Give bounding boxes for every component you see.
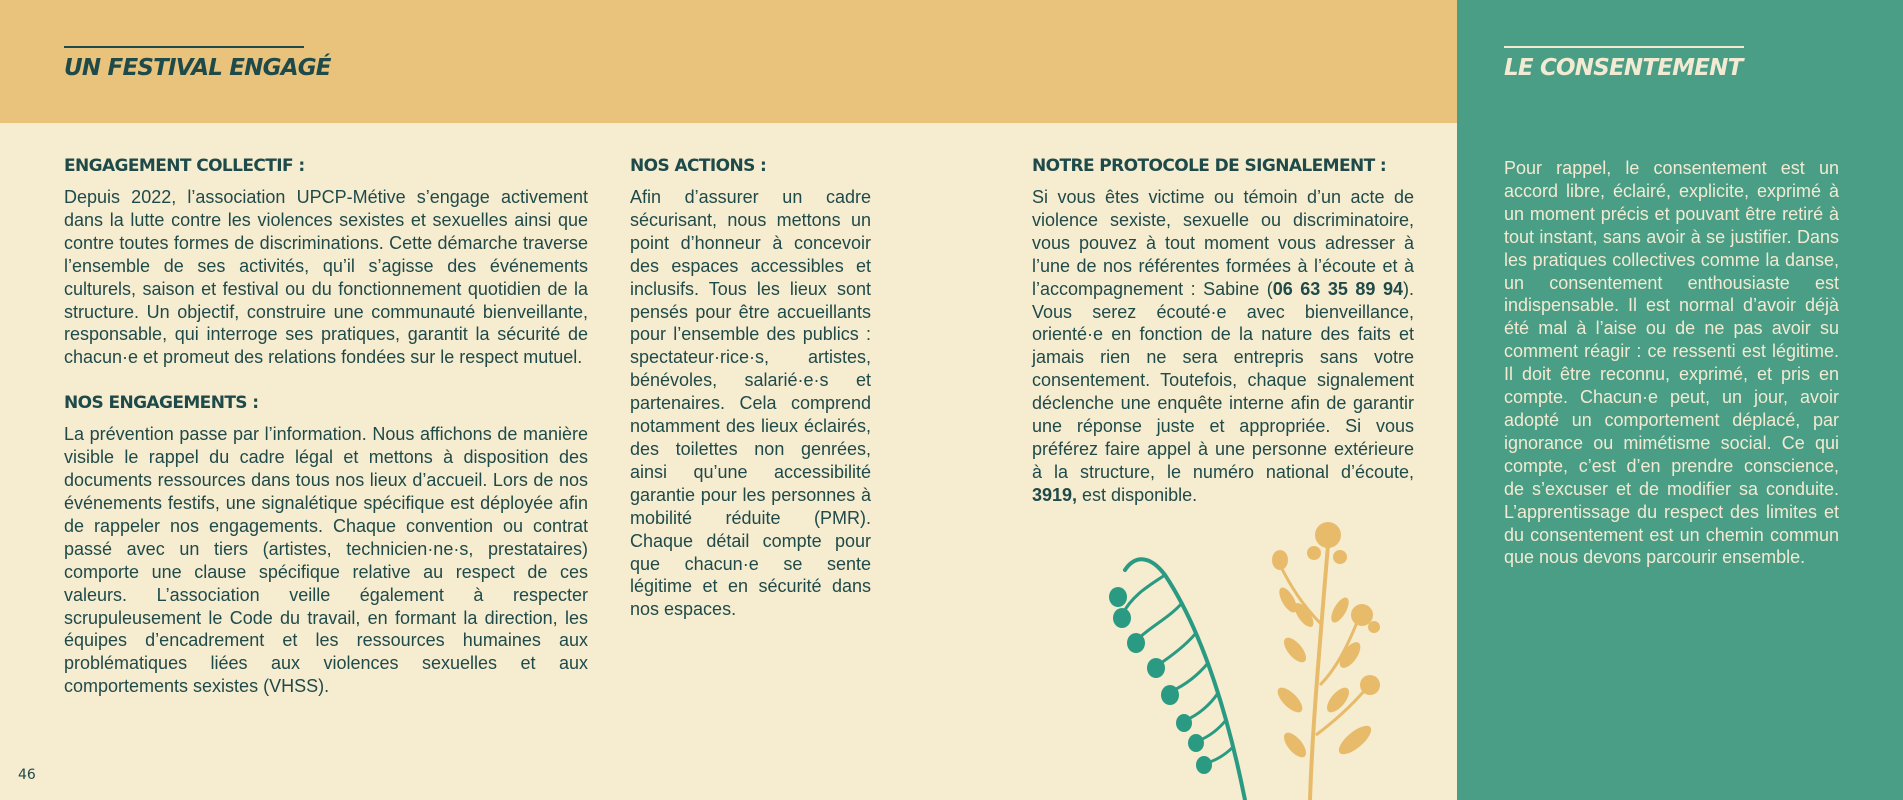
protocole-text-1: Si vous êtes victime ou témoin d’un acte de violence sexiste, sexuelle ou discriminatoire, vous pouvez à tout moment vous adresser à l’une de nos référentes formées à l’écoute et à l’accompagnement : Sabine ( — [1032, 187, 1414, 299]
section-body-protocole — [1032, 186, 1414, 507]
page-number: 46 — [18, 767, 36, 783]
national-helpline-number: 3919, — [1032, 484, 1078, 505]
sidebar-body: Pour rappel, le consentement est un accord libre, éclairé, explicite, exprimé à un moment précis et pouvant être retiré à tout instant, sans avoir à se justifier. Dans les pratiques collectives comme la danse, un consentement enthousiaste est indispensable. Il est normal d’avoir déjà été mal à l’aise ou de ne pas avoir su comment réagir : ce ressenti est légitime. Il doit être reconnu, exprimé, et pris en compte. Chacun·e peut, un jour, avoir adopté un comportement déplacé, par ignorance ou mimétisme social. Ce qui compte, c’est d’en prendre conscience, de s’excuser et de modifier sa conduite. L’apprentissage du respect des limites et du consentement est un chemin commun que nous devons parcourir ensemble. — [1504, 158, 1839, 568]
page-title: UN FESTIVAL ENGAGÉ — [64, 55, 331, 81]
section-heading-nos-engagements: NOS ENGAGEMENTS : — [64, 393, 259, 414]
section-body-engagement-collectif: Depuis 2022, l’association UPCP-Métive s’engage activement dans la lutte contre les violences sexistes et sexuelles ainsi que contre toutes formes de discriminations. Cette démarche traverse l’ensemble de ses activités, qu’il s’agisse des événements culturels, saison et festival ou du fonctionnement quotidien de la structure. Un objectif, construire une communauté bienveillante, responsable, qui interroge ses pratiques, garantit la sécurité de chacun·e et promeut des relations fondées sur le respect mutuel. — [64, 187, 588, 368]
section-heading-protocole: NOTRE PROTOCOLE DE SIGNALEMENT : — [1032, 156, 1387, 176]
title-rule — [64, 46, 304, 48]
lily-of-the-valley-icon — [1109, 559, 1245, 800]
section-body-nos-engagements: La prévention passe par l’information. Nous affichons de manière visible le rappel du cadre légal et mettons à disposition des documents ressources dans tous nos lieux d’accueil. Lors de nos événements festifs, une signalétique spécifique est déployée afin de rappeler nos engagements. Chaque convention ou contrat passé avec un tiers (artistes, technicien·ne·s, prestataires) comporte une clause spécifique relative au respect de ces valeurs. L’association veille également à respecter scrupuleusement le Code du travail, en formant la direction, les équipes d’encadrement et les ressources humaines aux problématiques liées aux violences sexuelles et aux comportements sexistes (VHSS). — [64, 424, 588, 697]
column-actions — [630, 156, 871, 621]
protocole-text-2: ). Vous serez écouté·e avec bienveillance, orienté·e en fonction de la nature des faits et jamais rien ne sera entrepris sans votre consentement. Toutefois, chaque signalement déclenche une enquête interne afin de garantir une réponse juste et appropriée. Si vous préférez faire appel à une personne extérieure à la structure, le numéro national d’écoute, — [1032, 278, 1414, 482]
sidebar-title-rule — [1504, 46, 1744, 48]
section-body-nos-actions: Afin d’assurer un cadre sécurisant, nous mettons un point d’honneur à concevoir des espaces accessibles et inclusifs. Tous les lieux sont pensés pour être accueillants pour l’ensemble des publics : spectateur·rice·s, artistes, bénévoles, salarié·e·s et partenaires. Cela comprend notamment des lieux éclairés, des toilettes non genrées, ainsi qu’une accessibilité garantie pour les personnes à mobilité réduite (PMR). Chaque détail compte pour que chacun·e se sente légitime et en sécurité dans nos espaces. — [630, 187, 871, 620]
protocole-text-3: est disponible. — [1077, 484, 1198, 505]
referent-phone-number: 06 63 35 89 94 — [1272, 278, 1403, 299]
yellow-flower-icon — [1272, 522, 1380, 800]
section-heading-nos-actions: NOS ACTIONS : — [630, 156, 767, 176]
column-engagement — [64, 156, 588, 698]
section-heading-engagement-collectif: ENGAGEMENT COLLECTIF : — [64, 156, 305, 176]
sidebar-title: LE CONSENTEMENT — [1504, 55, 1743, 81]
column-protocole — [1032, 156, 1414, 507]
botanical-illustration — [1090, 515, 1420, 800]
